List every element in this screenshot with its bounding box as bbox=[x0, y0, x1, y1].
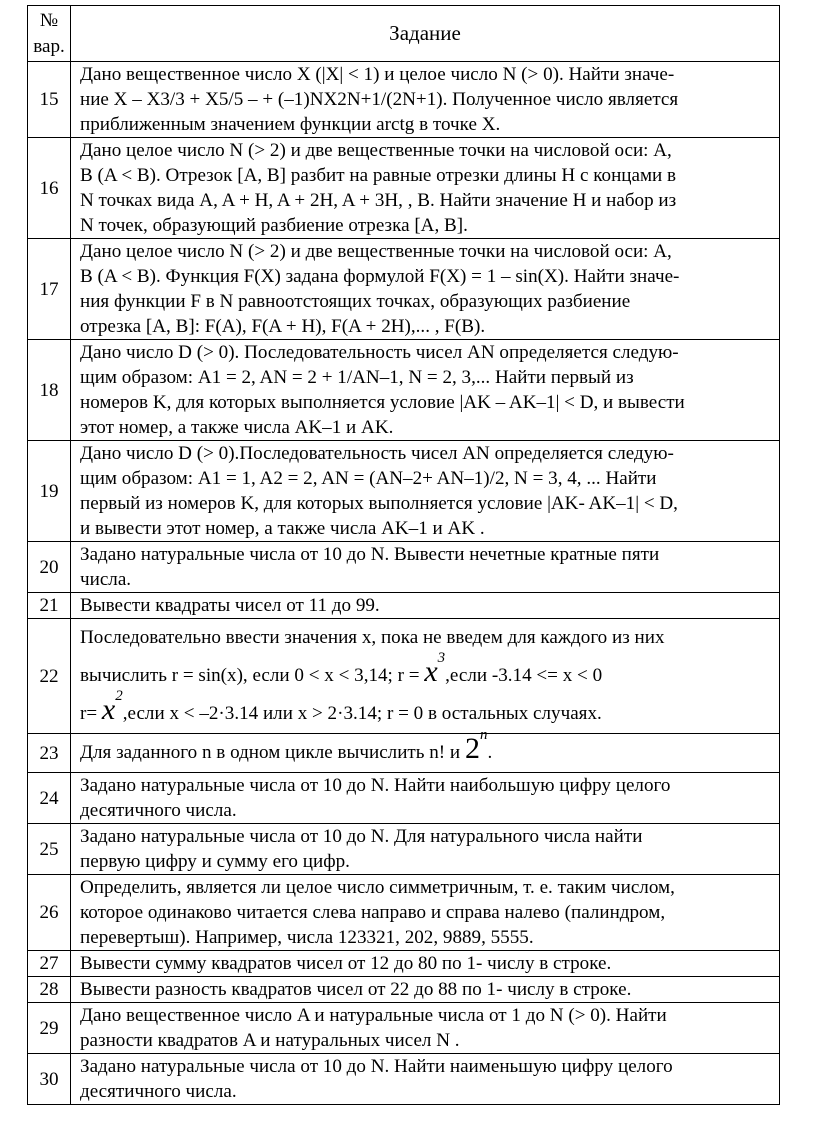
task-row-24 bbox=[28, 773, 780, 824]
variant-number: 30 bbox=[28, 1054, 71, 1105]
task-line: Задано натуральные числа от 10 до N. Для натурального числа найти bbox=[80, 826, 643, 847]
variant-number: 28 bbox=[28, 977, 71, 1003]
task-text bbox=[71, 138, 780, 239]
task-row-21 bbox=[28, 593, 780, 619]
task-text bbox=[71, 619, 780, 734]
task-line: Вывести сумму квадратов чисел от 12 до 80 по 1- числу в строке. bbox=[80, 953, 612, 974]
variant-number: 23 bbox=[28, 734, 71, 773]
task-line-part: Для заданного n в одном цикле вычислить n! и bbox=[80, 742, 465, 763]
header-variant-number bbox=[28, 6, 71, 62]
task-row-27 bbox=[28, 951, 780, 977]
formula-base: 2 bbox=[464, 732, 480, 765]
task-row-19 bbox=[28, 441, 780, 542]
task-line: этот номер, а также числа AK–1 и AK. bbox=[80, 417, 394, 438]
task-line: десятичного числа. bbox=[80, 800, 237, 821]
task-line: N точек, образующий разбиение отрезка [A, B]. bbox=[80, 215, 468, 236]
task-text bbox=[71, 593, 780, 619]
task-line: Задано натуральные числа от 10 до N. Вывести нечетные кратные пяти bbox=[80, 544, 660, 565]
task-line: Задано натуральные числа от 10 до N. Найти наибольшую цифру целого bbox=[80, 775, 671, 796]
task-text bbox=[71, 977, 780, 1003]
task-line: которое одинаково читается слева направо и справа налево (палиндром, bbox=[80, 902, 666, 923]
variant-number: 18 bbox=[28, 340, 71, 441]
task-line: первый из номеров K, для которых выполняется условие |AK- AK–1| < D, bbox=[80, 493, 678, 514]
task-line: приближенным значением функции arctg в точке X. bbox=[80, 114, 501, 135]
task-line: отрезка [A, B]: F(A), F(A + H), F(A + 2H),... , F(B). bbox=[80, 316, 486, 337]
task-row-22 bbox=[28, 619, 780, 734]
header-row bbox=[28, 6, 780, 62]
variant-number: 26 bbox=[28, 875, 71, 951]
task-text bbox=[71, 824, 780, 875]
header-num-label: вар. bbox=[33, 35, 65, 57]
formula-x-cubed bbox=[424, 650, 446, 688]
task-text bbox=[71, 441, 780, 542]
task-line-formula-square bbox=[80, 688, 773, 733]
task-line-part: . bbox=[487, 742, 493, 763]
variant-number: 20 bbox=[28, 542, 71, 593]
task-line: Дано вещественное число A и натуральные числа от 1 до N (> 0). Найти bbox=[80, 1005, 667, 1026]
task-line: разности квадратов A и натуральных чисел N . bbox=[80, 1030, 460, 1051]
task-text bbox=[71, 340, 780, 441]
task-line: ние X – X3/3 + X5/5 – + (–1)NX2N+1/(2N+1). Полученное число является bbox=[80, 89, 679, 110]
task-line: Вывести квадраты чисел от 11 до 99. bbox=[80, 595, 380, 616]
task-text bbox=[71, 542, 780, 593]
task-line: Дано целое число N (> 2) и две вещественные точки на числовой оси: A, bbox=[80, 241, 672, 262]
task-line-part: вычислить r = sin(x), если 0 < x < 3,14; r = bbox=[80, 665, 425, 686]
task-row-17 bbox=[28, 239, 780, 340]
task-line: Определить, является ли целое число симметричным, т. е. таким числом, bbox=[80, 877, 675, 898]
task-row-16 bbox=[28, 138, 780, 239]
task-line-formula-cube bbox=[80, 650, 773, 695]
task-row-25 bbox=[28, 824, 780, 875]
variant-number: 19 bbox=[28, 441, 71, 542]
task-text bbox=[71, 951, 780, 977]
task-line: номеров K, для которых выполняется условие |AK – AK–1| < D, и вывести bbox=[80, 392, 685, 413]
task-text bbox=[71, 875, 780, 951]
task-line-part: ,если x < –2·3.14 или x > 2·3.14; r = 0 в остальных случаях. bbox=[122, 703, 602, 724]
task-line: B (A < B). Функция F(X) задана формулой F(X) = 1 – sin(X). Найти значе- bbox=[80, 266, 680, 287]
formula-two-power-n bbox=[464, 727, 488, 765]
task-line: Дано вещественное число X (|X| < 1) и целое число N (> 0). Найти значе- bbox=[80, 64, 675, 85]
task-row-29 bbox=[28, 1003, 780, 1054]
task-line: Вывести разность квадратов чисел от 22 до 88 по 1- числу в строке. bbox=[80, 979, 632, 1000]
variant-number: 25 bbox=[28, 824, 71, 875]
variant-number: 15 bbox=[28, 62, 71, 138]
task-text bbox=[71, 62, 780, 138]
task-row-28 bbox=[28, 977, 780, 1003]
variant-number: 16 bbox=[28, 138, 71, 239]
task-line: десятичного числа. bbox=[80, 1081, 237, 1102]
formula-exponent: n bbox=[479, 727, 488, 743]
task-text bbox=[71, 727, 780, 773]
task-line: N точках вида A, A + H, A + 2H, A + 3H, , B. Найти значение H и набор из bbox=[80, 190, 677, 211]
task-line: Дано число D (> 0).Последовательность чисел AN определяется следую- bbox=[80, 443, 674, 464]
task-line: ния функции F в N равноотстоящих точках, образующих разбиение bbox=[80, 291, 631, 312]
variant-number: 24 bbox=[28, 773, 71, 824]
task-line: Последовательно ввести значения x, пока не введем для каждого из них bbox=[80, 627, 665, 648]
formula-exponent: 2 bbox=[115, 688, 123, 704]
task-row-23 bbox=[28, 734, 780, 773]
task-line-part: ,если -3.14 <= x < 0 bbox=[445, 665, 603, 686]
formula-x-squared bbox=[101, 688, 123, 726]
task-line: Дано целое число N (> 2) и две вещественные точки на числовой оси: A, bbox=[80, 140, 672, 161]
task-text bbox=[71, 1054, 780, 1105]
task-line: и вывести этот номер, а также числа AK–1 и AK . bbox=[80, 518, 485, 539]
task-line-formula-power bbox=[80, 727, 773, 772]
task-line: B (A < B). Отрезок [A, B] разбит на равные отрезки длины H с концами в bbox=[80, 165, 677, 186]
assignments-table bbox=[27, 5, 780, 1105]
task-text bbox=[71, 239, 780, 340]
task-row-15 bbox=[28, 62, 780, 138]
variant-number: 27 bbox=[28, 951, 71, 977]
variant-number: 17 bbox=[28, 239, 71, 340]
task-line: Задано натуральные числа от 10 до N. Найти наименьшую цифру целого bbox=[80, 1056, 673, 1077]
task-line: перевертыш). Например, числа 123321, 202, 9889, 5555. bbox=[80, 927, 534, 948]
task-text bbox=[71, 1003, 780, 1054]
header-num-symbol: № bbox=[39, 9, 59, 31]
variant-number: 29 bbox=[28, 1003, 71, 1054]
task-line: щим образом: A1 = 2, AN = 2 + 1/AN–1, N = 2, 3,... Найти первый из bbox=[80, 367, 634, 388]
formula-base: x bbox=[424, 655, 438, 688]
task-line: Дано число D (> 0). Последовательность чисел AN определяется следую- bbox=[80, 342, 679, 363]
task-row-20 bbox=[28, 542, 780, 593]
task-line: щим образом: A1 = 1, A2 = 2, AN = (AN–2+ AN–1)/2, N = 3, 4, ... Найти bbox=[80, 468, 657, 489]
task-row-26 bbox=[28, 875, 780, 951]
task-line: числа. bbox=[80, 569, 132, 590]
header-task: Задание bbox=[71, 6, 780, 62]
variant-number: 22 bbox=[28, 619, 71, 734]
formula-base: x bbox=[101, 693, 116, 726]
task-text bbox=[71, 773, 780, 824]
task-line-part: r= bbox=[80, 703, 102, 724]
formula-exponent: 3 bbox=[437, 650, 446, 666]
task-line: первую цифру и сумму его цифр. bbox=[80, 851, 350, 872]
task-row-18 bbox=[28, 340, 780, 441]
variant-number: 21 bbox=[28, 593, 71, 619]
task-row-30 bbox=[28, 1054, 780, 1105]
